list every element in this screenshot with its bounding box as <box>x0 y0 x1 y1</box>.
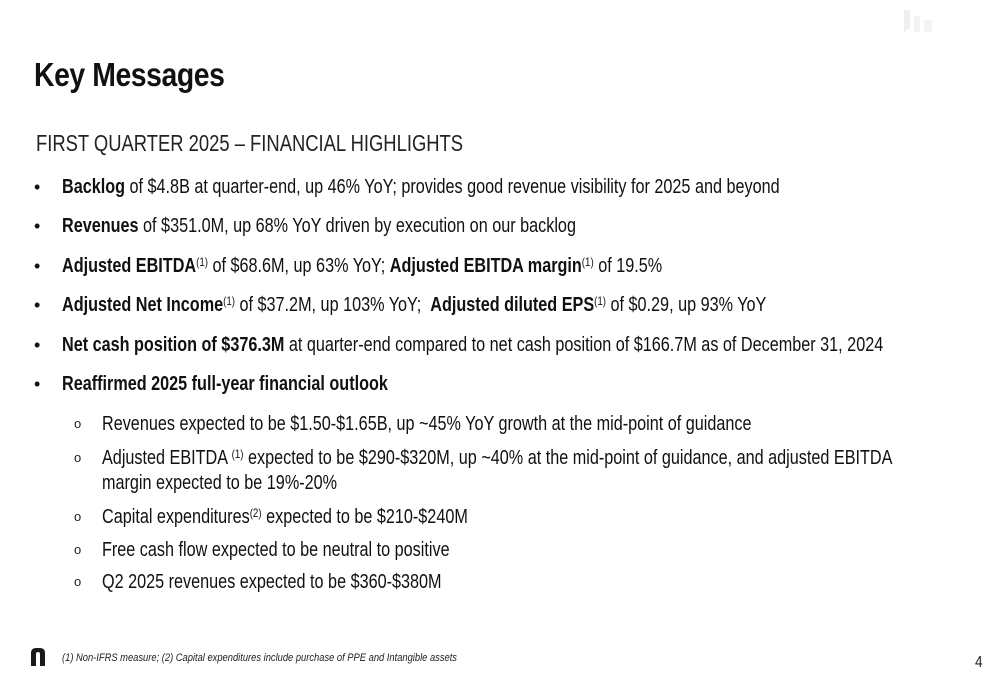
bullet-text <box>62 372 388 396</box>
bullet-marker: • <box>34 374 41 394</box>
sub-bullet-marker: o <box>74 574 82 589</box>
bold-label: Backlog <box>62 176 126 198</box>
bold-label: Reaffirmed 2025 full-year financial outlook <box>62 373 388 395</box>
sub-bullet-marker: o <box>74 542 82 557</box>
plain-text: of $351.0M, up 68% YoY driven by execution on our backlog <box>138 215 576 237</box>
sub-bullet-marker: o <box>74 509 82 524</box>
bold-label: Net cash position of $376.3M <box>62 334 285 356</box>
footnote-ref: (1) <box>594 294 607 308</box>
footnote: (1) Non-IFRS measure; (2) Capital expenditures include purchase of PPE and Intangible assets <box>62 652 457 664</box>
bold-label: Adjusted Net Income <box>62 294 224 316</box>
plain-text: expected to be $210-$240M <box>261 506 468 528</box>
bullet-text <box>62 333 883 357</box>
bullet-marker: • <box>34 216 41 236</box>
bold-label: Adjusted EBITDA margin <box>389 255 582 277</box>
footnote-ref: (2) <box>249 506 262 520</box>
company-logo-icon <box>31 648 45 666</box>
bullet-text <box>62 175 780 199</box>
footnote-ref: (1) <box>223 294 236 308</box>
sub-bullet-text-continued: margin expected to be 19%-20% <box>102 472 338 494</box>
sub-bullet-text <box>102 505 468 529</box>
footnote-ref: (1) <box>196 255 208 269</box>
bullet-marker: • <box>34 335 41 355</box>
plain-text: of $4.8B at quarter-end, up 46% YoY; provides good revenue visibility for 2025 and beyond <box>125 176 780 198</box>
plain-text: of $68.6M, up 63% YoY; <box>207 255 390 277</box>
sub-bullet-marker: o <box>74 450 82 465</box>
watermark-logo-icon <box>896 6 940 36</box>
bold-label: Adjusted EBITDA <box>62 255 197 277</box>
bullet-text <box>62 293 766 317</box>
bold-label: Adjusted diluted EPS <box>430 294 595 316</box>
bold-label: Revenues <box>62 215 139 237</box>
footnote-ref: (1) <box>581 255 594 269</box>
plain-text: at quarter-end compared to net cash position of $166.7M as of December 31, 2024 <box>284 334 884 356</box>
footnote-ref: (1) <box>231 447 244 461</box>
plain-text: Capital expenditures <box>102 506 250 528</box>
page-number: 4 <box>975 654 983 671</box>
plain-text: of 19.5% <box>593 255 663 277</box>
sub-bullet-text: Q2 2025 revenues expected to be $360-$380M <box>102 571 442 593</box>
bullet-text <box>62 254 662 278</box>
sub-bullet-marker: o <box>74 416 82 431</box>
bullet-marker: • <box>34 177 41 197</box>
sub-bullet-text: Free cash flow expected to be neutral to positive <box>102 539 450 561</box>
plain-text: of $0.29, up 93% YoY <box>606 294 767 316</box>
bullet-marker: • <box>34 295 41 315</box>
plain-text: expected to be $290-$320M, up ~40% at the mid-point of guidance, and adjusted EBITDA <box>243 447 893 469</box>
plain-text: Adjusted EBITDA <box>102 447 232 469</box>
plain-text: of $37.2M, up 103% YoY; <box>235 294 431 316</box>
page-title: Key Messages <box>34 56 225 93</box>
bullet-marker: • <box>34 256 41 276</box>
section-subtitle: FIRST QUARTER 2025 – FINANCIAL HIGHLIGHTS <box>36 130 464 156</box>
sub-bullet-text <box>102 446 892 470</box>
bullet-text <box>62 214 576 238</box>
sub-bullet-text: Revenues expected to be $1.50-$1.65B, up ~45% YoY growth at the mid-point of guidance <box>102 413 752 435</box>
